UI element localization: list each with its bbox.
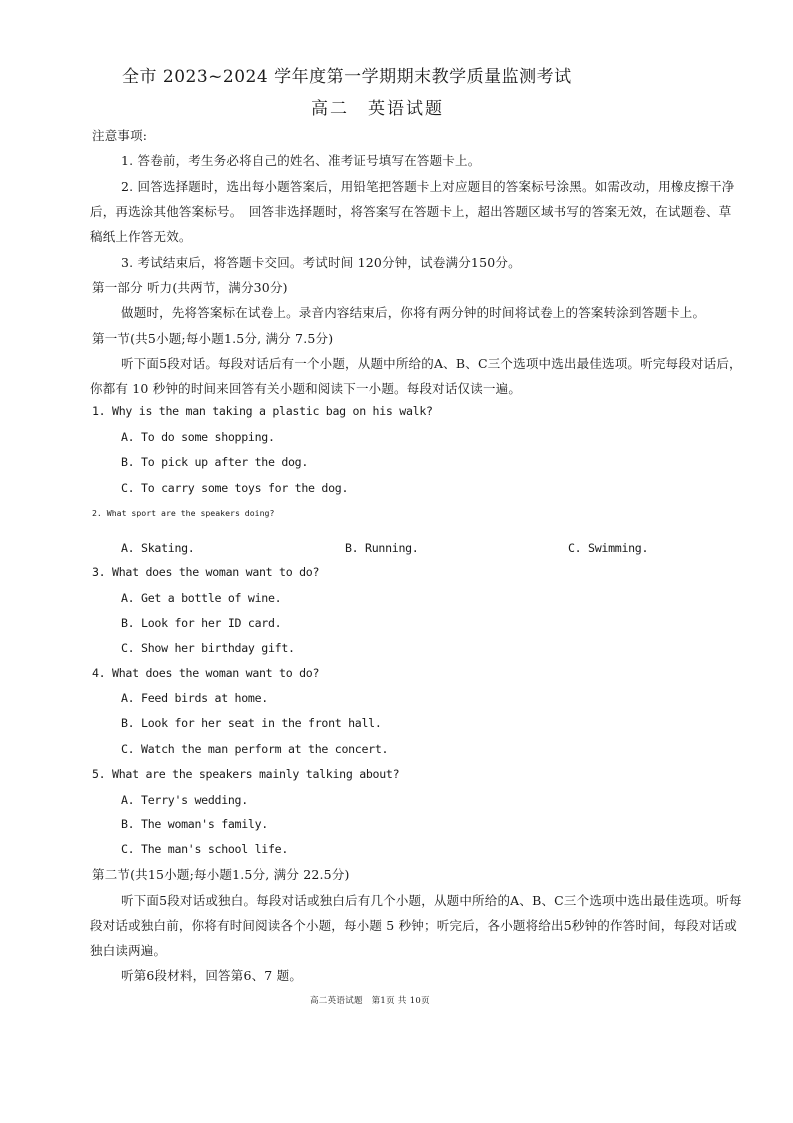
- question-5-option-b: B. The woman's family.: [121, 817, 268, 831]
- note-item-2-line-1: 2. 回答选择题时，选出每小题答案后，用铅笔把答题卡上对应题目的答案标号涂黑。如需改动，用橡皮擦干净: [121, 179, 735, 194]
- question-1-option-b: B. To pick up after the dog.: [121, 455, 309, 469]
- question-3-option-b: B. Look for her ID card.: [121, 616, 282, 630]
- question-4-stem: 4. What does the woman want to do?: [92, 666, 320, 680]
- question-1-option-a: A. To do some shopping.: [121, 430, 275, 444]
- section2-instruction-line-3: 独白读两遍。: [90, 943, 167, 958]
- section2-heading: 第二节(共15小题;每小题1.5分, 满分 22.5分): [92, 867, 350, 882]
- question-4-option-b: B. Look for her seat in the front hall.: [121, 716, 382, 730]
- note-item-3: 3. 考试结束后，将答题卡交回。考试时间 120分钟，试卷满分150分。: [121, 255, 521, 270]
- page-footer: 高二英语试题 第1页 共 10页: [310, 996, 430, 1006]
- question-5-stem: 5. What are the speakers mainly talking about?: [92, 767, 400, 781]
- question-2-option-b: B. Running.: [345, 541, 419, 555]
- question-2-option-c: C. Swimming.: [568, 541, 649, 555]
- part1-heading: 第一部分 听力(共两节，满分30分): [92, 280, 288, 295]
- exam-subtitle: 高二 英语试题: [311, 99, 444, 119]
- note-item-2-line-2: 后，再选涂其他答案标号。 回答非选择题时，将答案写在答题卡上，超出答题区域书写的答案无效，在试题卷、草: [90, 204, 732, 219]
- question-1-option-c: C. To carry some toys for the dog.: [121, 481, 349, 495]
- notes-heading: 注意事项:: [92, 128, 148, 143]
- question-4-option-a: A. Feed birds at home.: [121, 691, 268, 705]
- exam-title: 全市 2023~2024 学年度第一学期期末教学质量监测考试: [122, 67, 572, 87]
- section2-instruction-line-2: 段对话或独白前，你将有时间阅读各个小题，每小题 5 秒钟；听完后，各小题将给出5秒钟的作答时间，每段对话或: [90, 918, 737, 933]
- question-3-option-a: A. Get a bottle of wine.: [121, 591, 282, 605]
- section1-instruction-line-2: 你都有 10 秒钟的时间来回答有关小题和阅读下一小题。每段对话仅读一遍。: [90, 381, 522, 396]
- question-3-option-c: C. Show her birthday gift.: [121, 641, 295, 655]
- part1-instruction: 做题时，先将答案标在试卷上。录音内容结束后，你将有两分钟的时间将试卷上的答案转涂到答题卡上。: [121, 305, 706, 320]
- section2-material-note: 听第6段材料，回答第6、7 题。: [121, 968, 303, 983]
- question-2-stem: 2. What sport are the speakers doing?: [92, 508, 275, 518]
- section2-instruction-line-1: 听下面5段对话或独白。每段对话或独白后有几个小题，从题中所给的A、B、C三个选项中选出最佳选项。听每: [121, 893, 742, 908]
- note-item-2-line-3: 稿纸上作答无效。: [90, 229, 192, 244]
- question-3-stem: 3. What does the woman want to do?: [92, 565, 320, 579]
- note-item-1: 1. 答卷前，考生务必将自己的姓名、准考证号填写在答题卡上。: [121, 153, 481, 168]
- question-5-option-a: A. Terry's wedding.: [121, 793, 248, 807]
- section1-heading: 第一节(共5小题;每小题1.5分, 满分 7.5分): [92, 331, 334, 346]
- question-1-stem: 1. Why is the man taking a plastic bag on his walk?: [92, 404, 433, 418]
- section1-instruction-line-1: 听下面5段对话。每段对话后有一个小题，从题中所给的A、B、C三个选项中选出最佳选项。听完每段对话后，: [121, 356, 742, 371]
- question-5-option-c: C. The man's school life.: [121, 842, 289, 856]
- question-2-option-a: A. Skating.: [121, 541, 195, 555]
- question-4-option-c: C. Watch the man perform at the concert.: [121, 742, 389, 756]
